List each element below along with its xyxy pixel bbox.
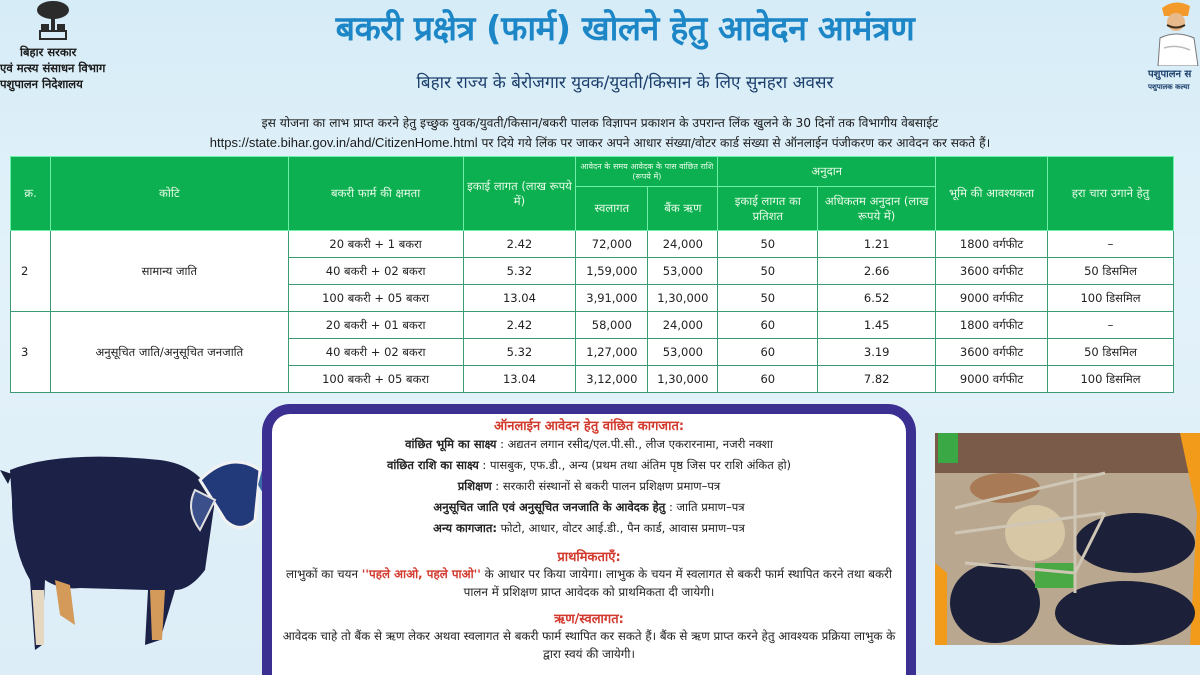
cell-unit-cost: 2.42 [463,231,576,258]
header-fodder: हरा चारा उगाने हेतु [1048,157,1174,231]
cell-fodder: – [1048,231,1174,258]
cell-self-cost: 1,59,000 [576,258,648,285]
cell-land: 1800 वर्गफीट [936,231,1048,258]
goat-farm-photo [935,433,1200,645]
cell-self-cost: 72,000 [576,231,648,258]
document-label: वांछित भूमि का साक्ष्य [405,437,497,451]
cell-fodder: – [1048,312,1174,339]
bihar-emblem-icon [28,0,78,42]
loan-text: आवेदक चाहे तो बैंक से ऋण लेकर अथवा स्वलागत से बकरी फार्म स्थापित कर सकते हैं। बैंक से ऋण प्राप्त करने हेतु आवश्यक प्रक्रिया लाभुक के द्वारा स्वयं की जायेगी। [282,629,896,661]
document-value: : सरकारी संस्थानों से बकरी पालन प्रशिक्षण प्रमाण–पत्र [491,479,721,493]
cell-subsidy-percent: 50 [718,231,818,258]
page-subtitle: बिहार राज्य के बेरोजगार युवक/युवती/किसान के लिए सुनहरा अवसर [416,73,834,93]
cell-capacity: 100 बकरी + 05 बकरा [288,366,463,393]
cell-unit-cost: 13.04 [463,285,576,312]
cell-unit-cost: 5.32 [463,258,576,285]
cell-unit-cost: 2.42 [463,312,576,339]
cell-capacity: 20 बकरी + 01 बकरा [288,312,463,339]
document-item [272,497,906,518]
mascot-line2: पशुपालक कल्या [1148,83,1190,91]
cell-fodder: 100 डिसमिल [1048,285,1174,312]
mascot-line1: पशुपालन स [1148,69,1192,80]
directorate-line: पशुपालन निदेशालय [0,77,83,91]
intro-line1: इस योजना का लाभ प्राप्त करने हेतु इच्छुक युवक/युवती/किसान/बकरी पालक विज्ञापन प्रकाशन के उपरान्त लिंक खुलने के 30 दिनों तक विभागीय वेबसाईट [261,116,939,130]
document-value: : अद्यतन लगान रसीद/एल.पी.सी., लीज एकरारनामा, नजरी नक्शा [496,437,773,451]
cell-subsidy-percent: 60 [718,312,818,339]
cell-self-cost: 3,12,000 [576,366,648,393]
document-value: : जाति प्रमाण–पत्र [665,500,745,514]
cell-serial: 2 [11,231,51,312]
page-title: बकरी प्रक्षेत्र (फार्म) खोलने हेतु आवेदन आमंत्रण [335,9,915,49]
gov-name: बिहार सरकार [20,45,77,59]
cell-fodder: 100 डिसमिल [1048,366,1174,393]
document-label: प्रशिक्षण [457,479,492,493]
table-row [11,312,1174,339]
header-max-subsidy: अधिकतम अनुदान (लाख रूपये में) [818,187,936,231]
header-category: कोटि [50,157,288,231]
cell-subsidy-percent: 50 [718,258,818,285]
cell-fodder: 50 डिसमिल [1048,258,1174,285]
scheme-table [10,156,1174,393]
priority-highlight: ''पहले आओ, पहले पाओ'' [361,567,481,581]
documents-content [272,414,906,663]
document-label: अन्य कागजात: [433,521,497,535]
loan-title: ऋण/स्वलागत: [554,612,624,627]
documents-title: ऑनलाईन आवेदन हेतु वांछित कागजात: [493,419,685,434]
cell-capacity: 40 बकरी + 02 बकरा [288,339,463,366]
table-row [11,231,1174,258]
document-label: वांछित राशि का साक्ष्य [386,458,479,472]
header [0,0,1200,110]
cell-serial: 3 [11,312,51,393]
cell-land: 3600 वर्गफीट [936,258,1048,285]
cell-subsidy-percent: 60 [718,339,818,366]
cell-max-subsidy: 1.45 [818,312,936,339]
cell-bank-loan: 53,000 [648,258,718,285]
header-self-cost: स्वलागत [576,187,648,231]
cell-self-cost: 1,27,000 [576,339,648,366]
cell-subsidy-percent: 60 [718,366,818,393]
header-land: भूमि की आवश्यकता [936,157,1048,231]
cell-fodder: 50 डिसमिल [1048,339,1174,366]
cell-unit-cost: 5.32 [463,339,576,366]
department-name [0,44,150,92]
header-unit-cost: इकाई लागत (लाख रूपये में) [463,157,576,231]
cell-land: 9000 वर्गफीट [936,366,1048,393]
cell-subsidy-percent: 50 [718,285,818,312]
document-item [272,476,906,497]
header-serial: क्र. [11,157,51,231]
cell-bank-loan: 24,000 [648,312,718,339]
cell-bank-loan: 24,000 [648,231,718,258]
cell-capacity: 40 बकरी + 02 बकरा [288,258,463,285]
cell-self-cost: 58,000 [576,312,648,339]
cell-max-subsidy: 1.21 [818,231,936,258]
intro-line2-text: पर दिये गये लिंक पर जाकर अपने आधार संख्या/वोटर कार्ड संख्या से ऑनलाईन पंजीकरण कर आवेदन कर सकते हैं। [477,136,991,150]
cell-capacity: 100 बकरी + 05 बकरा [288,285,463,312]
document-label: अनुसूचित जाति एवं अनुसूचित जनजाति के आवेदक हेतु [433,500,666,514]
cell-land: 9000 वर्गफीट [936,285,1048,312]
cell-max-subsidy: 7.82 [818,366,936,393]
header-subsidy: अनुदान [718,157,936,187]
cell-capacity: 20 बकरी + 1 बकरा [288,231,463,258]
cell-bank-loan: 1,30,000 [648,366,718,393]
cell-land: 1800 वर्गफीट [936,312,1048,339]
priority-text [272,565,906,601]
farmer-mascot-icon [1150,0,1200,66]
cell-bank-loan: 1,30,000 [648,285,718,312]
cell-max-subsidy: 2.66 [818,258,936,285]
intro-line2 [20,133,1180,153]
cell-self-cost: 3,91,000 [576,285,648,312]
cell-bank-loan: 53,000 [648,339,718,366]
header-bank-loan: बैंक ऋण [648,187,718,231]
priority-post: के आधार पर किया जायेगा। लाभुक के चयन में स्वलागत से बकरी फार्म स्थापित करने तथा बकरी पालन में प्रशिक्षण प्राप्त आवेदक को प्राथमिकता दी जायेगी। [463,567,892,599]
document-item [272,518,906,539]
documents-panel [262,404,916,675]
document-value: फोटो, आधार, वोटर आई.डी., पैन कार्ड, आवास प्रमाण–पत्र [496,521,745,535]
goat-image [0,440,300,660]
cell-category: सामान्य जाति [50,231,288,312]
document-value: : पासबुक, एफ.डी., अन्य (प्रथम तथा अंतिम पृष्ठ जिस पर राशि अंकित हो) [478,458,792,472]
priority-title: प्राथमिकताएँ: [557,550,621,565]
cell-max-subsidy: 3.19 [818,339,936,366]
cell-unit-cost: 13.04 [463,366,576,393]
header-required-amount: आवेदन के समय आवेदक के पास वांछित राशि (रूपये में) [576,157,718,187]
cell-max-subsidy: 6.52 [818,285,936,312]
website-link[interactable]: https://state.bihar.gov.in/ahd/CitizenHome.html [209,135,478,150]
cell-land: 3600 वर्गफीट [936,339,1048,366]
department-line: एवं मत्स्य संसाधन विभाग [0,61,106,75]
mascot-caption [1148,68,1191,94]
cell-category: अनुसूचित जाति/अनुसूचित जनजाति [50,312,288,393]
header-subsidy-percent: इकाई लागत का प्रतिशत [718,187,818,231]
header-capacity: बकरी फार्म की क्षमता [288,157,463,231]
document-item [272,434,906,455]
priority-pre: लाभुकों का चयन [286,567,362,581]
intro-text [20,113,1180,153]
document-item [272,455,906,476]
